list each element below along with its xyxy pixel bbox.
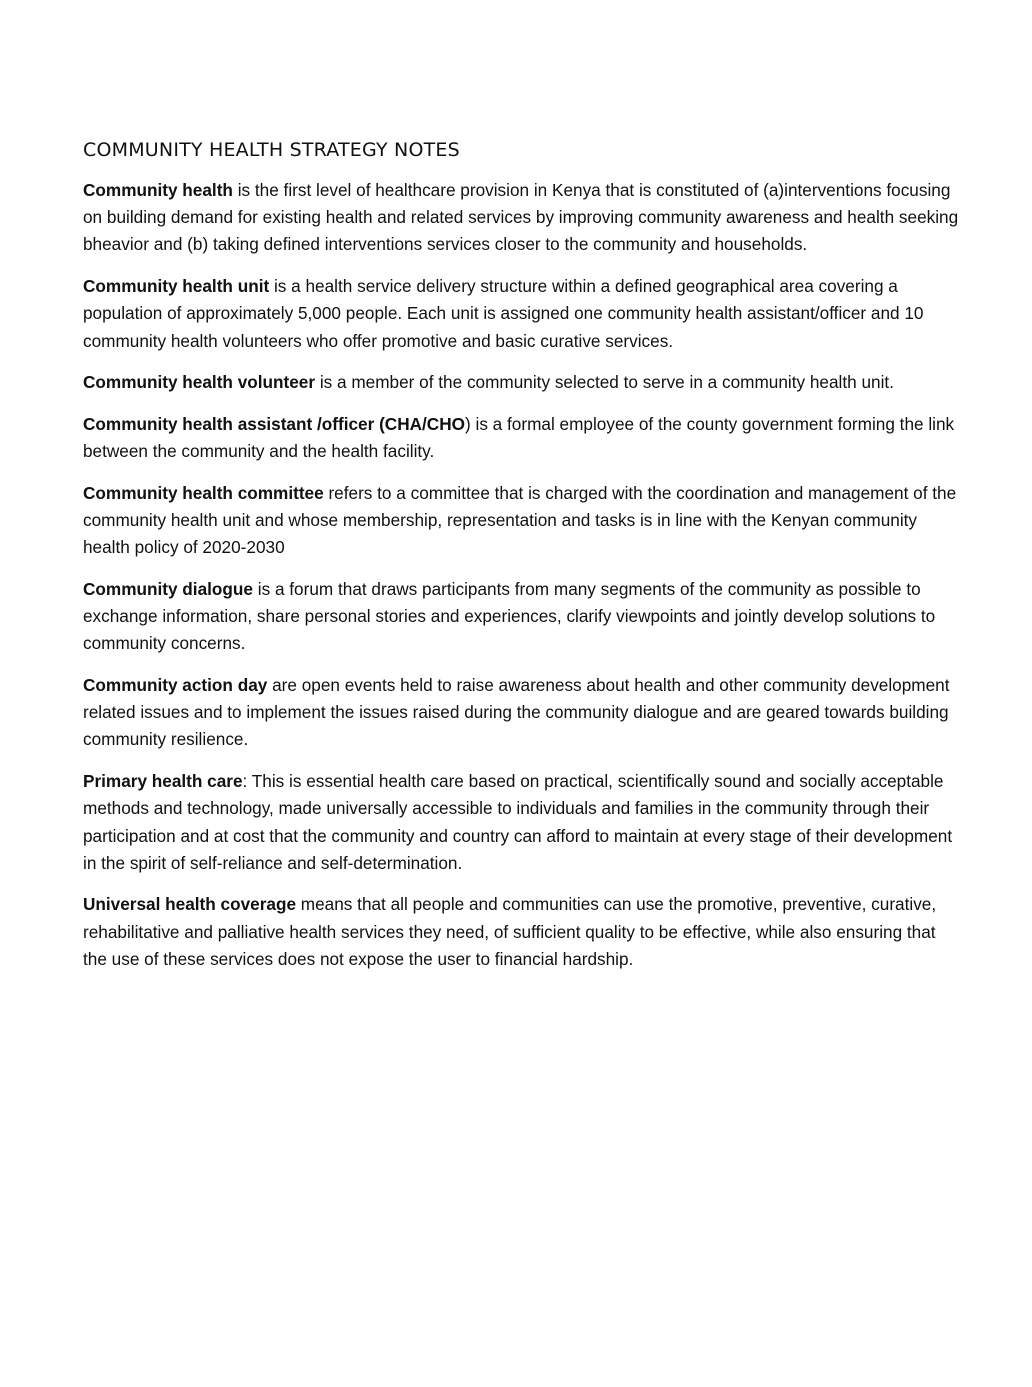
definition-text: ) is a formal employee of the county government forming the link between the community and the health facility. [83, 413, 955, 462]
definition-text: is a health service delivery structure within a defined geographical area covering a population of approximately 5,000 people. Each unit is assigned one community health assistant/officer and 10 community health volunteers who offer promotive and basic curative services. [83, 276, 924, 351]
definition-term: Community action day [83, 675, 268, 696]
document-title: COMMUNITY HEALTH STRATEGY NOTES [83, 139, 460, 161]
definition-paragraph [83, 273, 959, 355]
definition-term: Community dialogue [83, 578, 253, 599]
definition-text: : This is essential health care based on practical, scientifically sound and socially acceptable methods and technology, made universally accessible to individuals and families in the community through their participation and at cost that the community and country can afford to maintain at every stage of their development in the spirit of self-reliance and self-determination. [83, 771, 953, 873]
definition-term: Community health committee [83, 482, 324, 503]
definition-term: Community health unit [83, 276, 270, 297]
definition-paragraph [83, 672, 959, 754]
definition-paragraph [83, 576, 959, 658]
definition-text: refers to a committee that is charged with the coordination and management of the community health unit and whose membership, representation and tasks is in line with the Kenyan community health policy of 2020-2030 [83, 482, 957, 558]
document-page [83, 137, 959, 988]
definition-paragraph [83, 411, 959, 465]
definition-paragraph [83, 768, 959, 877]
definition-term: Community health volunteer [83, 372, 316, 393]
definition-text: is a member of the community selected to serve in a community health unit. [315, 372, 894, 393]
definition-term: Community health [83, 180, 233, 200]
definition-term: Community health assistant /officer (CHA/CHO [83, 413, 465, 434]
definition-paragraph [83, 891, 959, 973]
definition-paragraph [83, 480, 959, 562]
definition-text: is a forum that draws participants from many segments of the community as possible to exchange information, share personal stories and experiences, clarify viewpoints and jointly develop solutions to community concerns. [83, 578, 936, 654]
definition-term: Universal health coverage [83, 894, 297, 915]
definition-paragraph [83, 369, 959, 396]
definition-term: Primary health care [83, 771, 243, 792]
definition-text: means that all people and communities can use the promotive, preventive, curative, rehabilitative and palliative health services they need, of sufficient quality to be effective, while also ensuring that the use of these services does not expose the user to financial hardship. [83, 894, 937, 969]
definition-paragraph [83, 177, 959, 259]
definition-text: is the first level of healthcare provision in Kenya that is constituted of (a)interventions focusing on building demand for existing health and related services by improving community awareness and health seeking bheavior and (b) taking defined interventions services closer to the community and households. [83, 180, 959, 255]
definition-text: are open events held to raise awareness about health and other community development related issues and to implement the issues raised during the community dialogue and are geared towards building community resilience. [83, 675, 950, 750]
